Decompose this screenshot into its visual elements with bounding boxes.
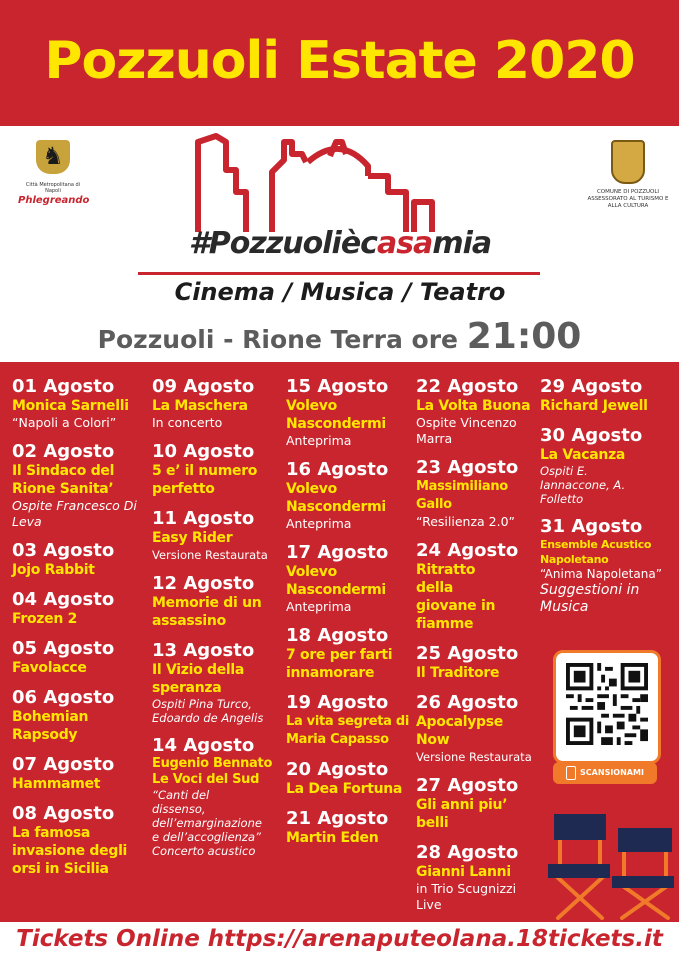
- event-item: 03 Agosto Jojo Rabbit: [12, 540, 115, 578]
- location-line: Pozzuoli - Rione Terra ore 21:00: [97, 316, 582, 357]
- event-item: 26 Agosto Apocalypse Now Versione Restaurata: [416, 692, 532, 764]
- qr-code-icon: [566, 663, 648, 745]
- event-item: 11 Agosto Easy Rider Versione Restaurata: [152, 508, 268, 562]
- event-item: 23 Agosto Massimiliano Gallo “Resilienza 2.0”: [416, 457, 519, 529]
- schedule-column-3: [286, 376, 410, 857]
- horse-emblem-icon: [36, 140, 70, 174]
- phone-icon: [566, 766, 576, 780]
- qr-code-box[interactable]: [553, 650, 661, 764]
- event-item: 09 Agosto La Maschera In concerto: [152, 376, 255, 430]
- event-item: 20 Agosto La Dea Fortuna: [286, 759, 403, 797]
- tickets-online-link[interactable]: Tickets Online https://arenaputeolana.18tickets.it: [0, 922, 679, 960]
- event-item: 24 Agosto Ritratto della giovane in fiamme: [416, 540, 519, 632]
- event-item: 14 Agosto Eugenio Bennato Le Voci del Sud “Canti del dissenso, dell’emarginazione e dell’accoglienza” Concerto acustico: [152, 735, 273, 858]
- schedule-column-1: [12, 376, 144, 888]
- director-chairs-icon: [540, 806, 679, 920]
- event-item: 31 Agosto Ensemble Acustico Napoletano “Anima Napoletana” Suggestioni in Musica: [540, 516, 662, 615]
- hashtag-underline: [138, 272, 540, 275]
- event-item: 27 Agosto Gli anni piu’ belli: [416, 775, 519, 831]
- event-item: 19 Agosto La vita segreta di Maria Capasso: [286, 692, 409, 747]
- event-item: 12 Agosto Memorie di un assassino: [152, 573, 262, 629]
- event-item: 22 Agosto La Volta Buona Ospite Vincenzo Marra: [416, 376, 531, 446]
- categories-line: Cinema / Musica / Teatro: [174, 278, 506, 306]
- event-item: 29 Agosto Richard Jewell: [540, 376, 648, 414]
- start-time: 21:00: [466, 316, 582, 357]
- event-item: 15 Agosto Volevo Nascondermi Anteprima: [286, 376, 389, 448]
- event-item: 08 Agosto La famosa invasione degli orsi in Sicilia: [12, 803, 128, 877]
- event-item: 01 Agosto Monica Sarnelli “Napoli a Colori”: [12, 376, 129, 430]
- comune-caption: COMUNE DI POZZUOLI ASSESSORATO AL TURISMO E ALLA CULTURA: [587, 189, 669, 209]
- hashtag-heading: #Pozzuoliècasamia: [188, 226, 492, 261]
- event-item: 30 Agosto La Vacanza Ospiti E. Iannaccone, A. Folletto: [540, 425, 643, 506]
- event-item: 07 Agosto Hammamet: [12, 754, 115, 792]
- rione-terra-skyline-icon: [192, 132, 438, 236]
- event-item: 02 Agosto Il Sindaco del Rione Sanita’ Ospite Francesco Di Leva: [12, 441, 137, 529]
- event-item: 28 Agosto Gianni Lanni in Trio Scugnizzi Live: [416, 842, 519, 912]
- metro-napoli-logo: [18, 140, 88, 206]
- event-item: 25 Agosto Il Traditore: [416, 643, 519, 681]
- event-item: 04 Agosto Frozen 2: [12, 589, 115, 627]
- event-item: 10 Agosto 5 e’ il numero perfetto: [152, 441, 258, 497]
- event-item: 05 Agosto Favolacce: [12, 638, 115, 676]
- schedule-column-4: [416, 376, 538, 923]
- schedule-column-5: [540, 376, 674, 626]
- schedule-column-2: [152, 376, 278, 868]
- event-item: 17 Agosto Volevo Nascondermi Anteprima: [286, 542, 389, 614]
- event-item: 06 Agosto Bohemian Rapsody: [12, 687, 115, 743]
- metro-caption: Città Metropolitana di Napoli: [25, 182, 81, 194]
- poster-title: Pozzuoli Estate 2020: [44, 31, 635, 91]
- event-item: 21 Agosto Martin Eden: [286, 808, 389, 846]
- event-item: 13 Agosto Il Vizio della speranza Ospiti Pina Turco, Edoardo de Angelis: [152, 640, 264, 725]
- event-item: 16 Agosto Volevo Nascondermi Anteprima: [286, 459, 389, 531]
- phlegreando-label: Phlegreando: [18, 195, 90, 206]
- crest-icon: [611, 140, 645, 184]
- comune-pozzuoli-logo: [586, 140, 670, 210]
- scan-me-button[interactable]: SCANSIONAMI: [553, 762, 657, 784]
- poster-title-banner: [0, 0, 679, 122]
- event-item: 18 Agosto 7 ore per farti innamorare: [286, 625, 393, 681]
